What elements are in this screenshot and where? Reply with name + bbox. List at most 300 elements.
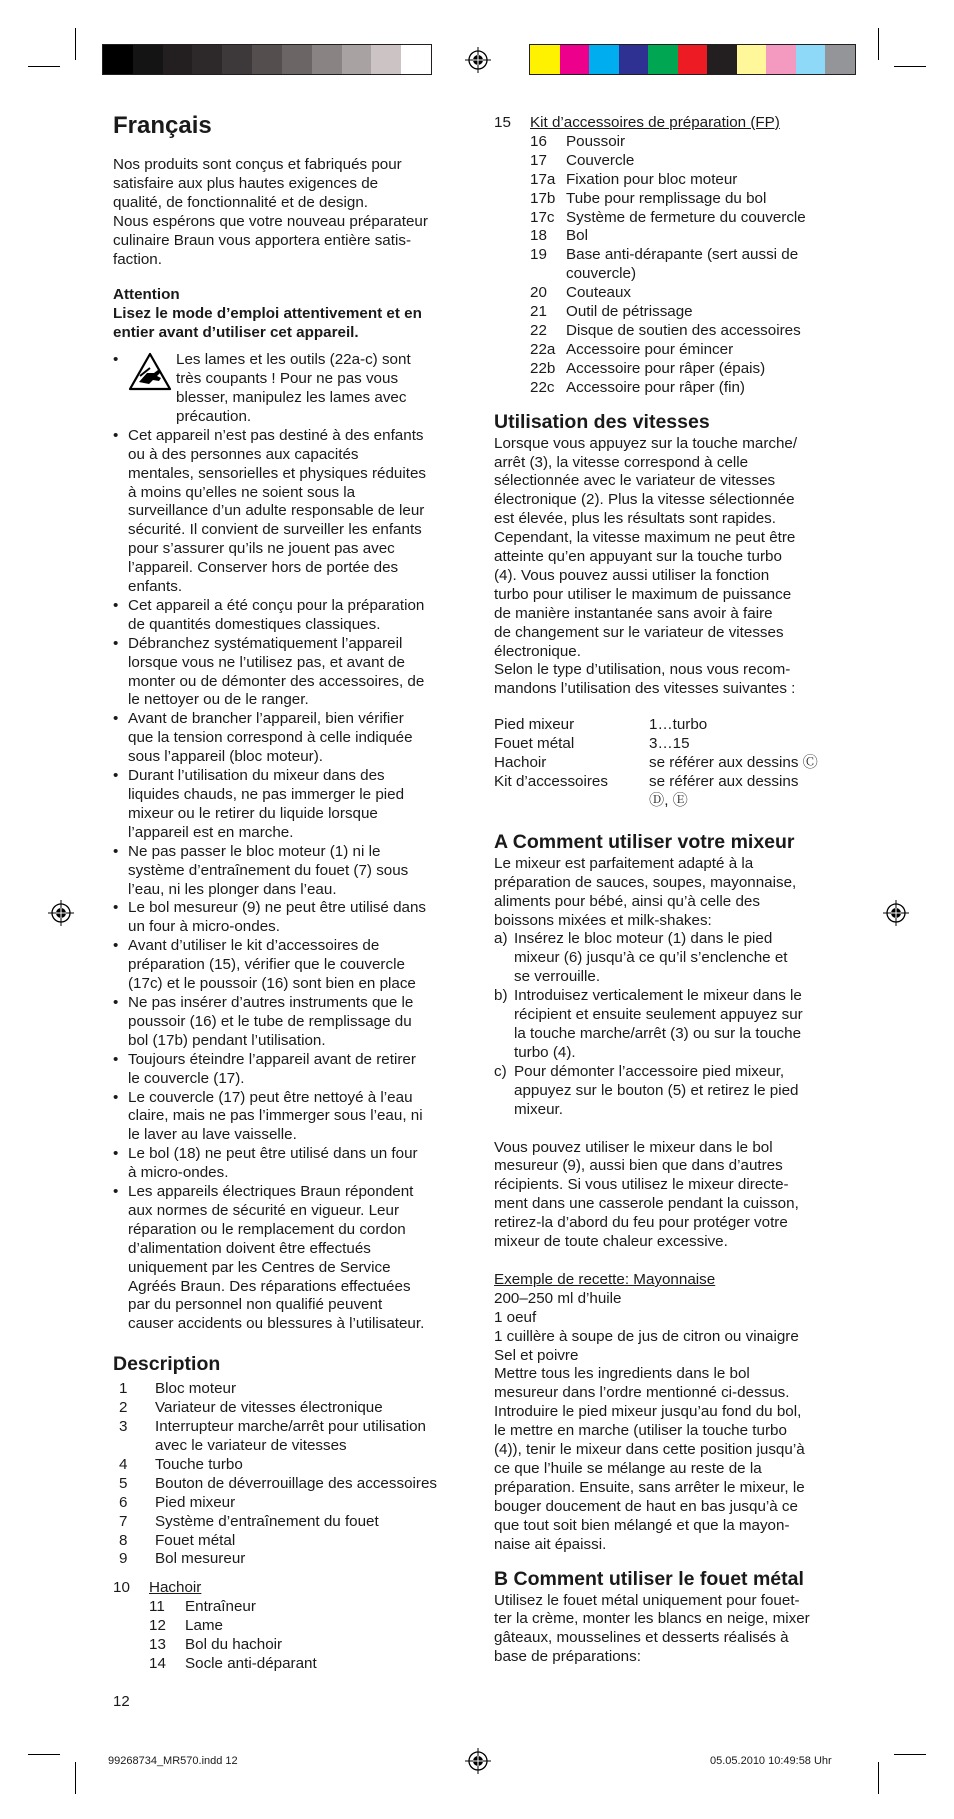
kit-item <box>494 227 854 246</box>
text-line: • Avant de brancher l’appareil, bien vérifier <box>128 710 404 728</box>
mixer-step <box>494 1063 854 1120</box>
text-line: Cependant, la vitesse maximum ne peut être <box>494 529 796 547</box>
text-line: Interrupteur marche/arrêt pour utilisation <box>155 1418 426 1436</box>
color-swatch <box>252 45 282 74</box>
crop-mark <box>894 1754 926 1755</box>
hachoir-item <box>113 1655 473 1674</box>
text-line: système d’entraînement du fouet (7) sous <box>128 861 409 879</box>
item-label <box>566 246 798 284</box>
text-line: bol (17b) pendant l’utilisation. <box>128 1031 326 1049</box>
speed-row <box>494 773 854 811</box>
registration-mark-icon <box>48 900 74 926</box>
item-label <box>566 227 588 246</box>
item-label <box>566 303 693 322</box>
item-number: 5 <box>119 1474 128 1492</box>
description-item <box>119 1513 473 1532</box>
color-swatch <box>796 45 826 74</box>
description-item <box>119 1475 473 1494</box>
speed-row <box>494 716 854 735</box>
text-line: d’alimentation doivent être effectués <box>128 1239 371 1257</box>
item-label <box>566 341 733 360</box>
text-line: électronique (2). Plus la vitesse sélectionnée <box>494 491 795 509</box>
text-line: se référer aux dessins <box>649 773 799 790</box>
grayscale-calibration-bar <box>102 44 432 75</box>
mixer-step <box>494 930 854 987</box>
item-number: 17 <box>530 151 547 169</box>
warning-item <box>113 597 473 635</box>
text-line: sous l’appareil (bloc moteur). <box>128 748 323 766</box>
item-number: 21 <box>530 303 547 321</box>
speed-value <box>649 716 707 735</box>
text-line: de changement sur le variateur de vitesses <box>494 623 784 641</box>
kit-item <box>494 322 854 341</box>
hachoir-item <box>113 1636 473 1655</box>
attention-heading: Attention <box>113 286 180 304</box>
text-line: ter la crème, monter les blancs en neige, mixer <box>494 1610 810 1628</box>
text-line: Disque de soutien des accessoires <box>566 321 801 339</box>
color-swatch <box>222 45 252 74</box>
text-line: 1 cuillère à soupe de jus de citron ou vinaigre <box>494 1327 799 1345</box>
description-item <box>119 1494 473 1513</box>
speed-accessory: Hachoir <box>494 754 547 772</box>
kit-item <box>494 190 854 209</box>
page-title: Français <box>113 112 212 139</box>
item-number: 10 <box>113 1579 130 1597</box>
text-line: • Ne pas insérer d’autres instruments que le <box>128 993 414 1011</box>
item-number: 6 <box>119 1493 128 1511</box>
text-line: retirez-la d’abord du feu pour protéger votre <box>494 1214 788 1232</box>
warning-item <box>113 1051 473 1089</box>
item-label <box>155 1380 236 1399</box>
text-line: Fixation pour bloc moteur <box>566 170 738 188</box>
color-swatch <box>312 45 342 74</box>
text-line: se référer aux dessins Ⓒ <box>649 754 818 772</box>
text-line: Lame <box>185 1617 223 1635</box>
warning-item <box>113 994 473 1051</box>
text-line: Vous pouvez utiliser le mixeur dans le bol <box>494 1138 773 1156</box>
text-line: sécurité. Il convient de surveiller les enfants <box>128 521 422 539</box>
text-line: Fouet métal <box>155 1531 236 1549</box>
text-line: Système de fermeture du couvercle <box>566 208 806 226</box>
text-line: à moins qu’elles ne soient sous la <box>128 483 356 501</box>
color-swatch <box>766 45 796 74</box>
description-item <box>119 1456 473 1475</box>
text-line: Bloc moteur <box>155 1380 237 1398</box>
text-line: préparation (15), vérifier que le couvercle <box>128 956 405 974</box>
kit-item <box>494 171 854 190</box>
item-number: 3 <box>119 1418 128 1436</box>
kit-item <box>494 360 854 379</box>
item-number: 22b <box>530 359 556 377</box>
text-line: très coupants ! Pour ne pas vous <box>176 370 399 388</box>
text-line: se verrouille. <box>514 968 601 986</box>
item-number: c) <box>494 1062 507 1080</box>
text-line: Le mixeur est parfaitement adapté à la <box>494 854 754 872</box>
crop-mark <box>28 1754 60 1755</box>
text-line: Ⓓ, Ⓔ <box>649 791 688 809</box>
text-line: Tube pour remplissage du bol <box>566 189 767 207</box>
text-line: boissons mixées et milk-shakes: <box>494 911 712 929</box>
text-line: Nos produits sont conçus et fabriqués pour <box>113 156 402 173</box>
text-line: Bol mesureur <box>155 1550 246 1568</box>
text-line: avec le variateur de vitesses <box>155 1437 347 1454</box>
color-swatch <box>825 45 855 74</box>
description-item <box>119 1532 473 1551</box>
item-number: 8 <box>119 1531 128 1549</box>
item-number: 7 <box>119 1512 128 1530</box>
text-line: appuyez sur le bouton (5) et retirez le pied <box>514 1081 799 1099</box>
warning-item <box>113 937 473 994</box>
item-label <box>155 1456 243 1475</box>
crop-mark <box>878 1762 879 1794</box>
text-line: Système d’entraînement du fouet <box>155 1512 379 1530</box>
item-number: 1 <box>119 1380 128 1398</box>
item-number: 17c <box>530 208 555 226</box>
item-label <box>566 379 745 398</box>
hachoir-group <box>113 1579 473 1598</box>
text-line: causer accidents ou blessures à l’utilisateur. <box>128 1315 425 1333</box>
text-line: le nettoyer ou de le ranger. <box>128 691 309 709</box>
text-line: • Cet appareil a été conçu pour la préparation <box>128 596 425 614</box>
item-number: 22c <box>530 378 555 396</box>
color-swatch <box>648 45 678 74</box>
item-label <box>566 190 766 209</box>
text-line: 1 oeuf <box>494 1308 537 1326</box>
text-line: Sel et poivre <box>494 1346 579 1364</box>
description-list <box>113 1380 473 1569</box>
text-line: mixeur de toute chaleur excessive. <box>494 1233 728 1251</box>
description-item <box>119 1380 473 1399</box>
description-item <box>119 1418 473 1456</box>
text-line: Accessoire pour râper (épais) <box>566 359 766 377</box>
text-line: que tout soit bien mélangé et que la mayon- <box>494 1516 790 1534</box>
text-line: Bol <box>566 227 588 245</box>
text-line: Couvercle <box>566 151 635 169</box>
text-line: bouger doucement de haut en bas jusqu’à ce <box>494 1497 798 1515</box>
mixer-intro <box>494 855 854 931</box>
text-line: culinaire Braun vous apportera entière satis- <box>113 231 412 249</box>
color-swatch <box>371 45 401 74</box>
item-label <box>155 1475 437 1494</box>
footer-filename: 99268734_MR570.indd 12 <box>108 1755 238 1767</box>
item-label <box>185 1636 282 1655</box>
item-label <box>155 1532 235 1551</box>
item-number: 20 <box>530 284 547 302</box>
text-line: l’appareil. Conserver hors de portée des <box>128 559 399 577</box>
whisk-paragraph <box>494 1592 854 1668</box>
color-swatch <box>678 45 708 74</box>
text-line: mixeur ou le retirer du liquide lorsque <box>128 804 378 822</box>
text-line: 200–250 ml d’huile <box>494 1289 622 1307</box>
text-line: que la tension correspond à celle indiquée <box>128 729 413 747</box>
text-line: satisfaire aux plus hautes exigences de <box>113 174 379 192</box>
text-line: • Les lames et les outils (22a-c) sont <box>176 351 411 369</box>
item-label <box>514 1063 799 1120</box>
item-label <box>155 1550 245 1569</box>
registration-mark-icon <box>465 47 491 73</box>
text-line: (4). Vous pouvez aussi utiliser la fonction <box>494 566 770 584</box>
item-label <box>566 209 806 228</box>
attention-text <box>113 305 473 343</box>
text-line: aliments pour bébé, ainsi qu’à celle des <box>494 892 760 910</box>
text-line: mesureur dans l’ordre mentionné ci-dessus. <box>494 1384 790 1402</box>
page-number: 12 <box>113 1693 130 1710</box>
item-number: 18 <box>530 227 547 245</box>
hachoir-item <box>113 1598 473 1617</box>
item-number: 17a <box>530 170 556 188</box>
kit-item <box>494 152 854 171</box>
text-line: Selon le type d’utilisation, nous vous recom- <box>494 661 791 679</box>
text-line: Lorsque vous appuyez sur la touche marche/ <box>494 434 798 452</box>
item-number: 2 <box>119 1399 128 1417</box>
text-line: sélectionnée avec le variateur de vitesses <box>494 472 776 490</box>
text-line: Pied mixeur <box>155 1493 236 1511</box>
description-item <box>119 1399 473 1418</box>
item-label <box>514 987 803 1063</box>
text-line: • Débranchez systématiquement l’appareil <box>128 634 403 652</box>
text-line: 3…15 <box>649 735 690 753</box>
text-line: • Les appareils électriques Braun répondent <box>128 1183 414 1201</box>
text-line: Nous espérons que votre nouveau préparateur <box>113 212 428 230</box>
right-column <box>494 114 854 1667</box>
item-label <box>155 1494 235 1513</box>
text-line: de quantités domestiques classiques. <box>128 615 381 633</box>
text-line: base de préparations: <box>494 1648 641 1666</box>
intro-paragraph <box>113 156 473 269</box>
whisk-heading: B Comment utiliser le fouet métal <box>494 1567 804 1590</box>
text-line: Bouton de déverrouillage des accessoires <box>155 1474 437 1492</box>
text-line: Socle anti-déparant <box>185 1654 317 1672</box>
item-number: 15 <box>494 114 511 131</box>
text-line: uniquement par les Centres de Service <box>128 1258 391 1276</box>
text-line: couvercle) <box>566 265 637 283</box>
color-swatch <box>737 45 767 74</box>
kit-item <box>494 379 854 398</box>
crop-mark <box>75 1762 76 1794</box>
text-line: (17c) et le poussoir (16) sont bien en place <box>128 975 416 993</box>
text-line: Bol du hachoir <box>185 1636 283 1654</box>
text-line: Accessoire pour râper (fin) <box>566 378 745 396</box>
text-line: récipients. Si vous utilisez le mixeur directe- <box>494 1176 789 1194</box>
crop-mark <box>75 28 76 60</box>
color-swatch <box>103 45 133 74</box>
item-number: 4 <box>119 1455 128 1473</box>
mixer-heading: A Comment utiliser votre mixeur <box>494 830 795 853</box>
recipe-heading: Exemple de recette: Mayonnaise <box>494 1270 716 1288</box>
text-line: préparation de sauces, soupes, mayonnaise, <box>494 873 797 891</box>
color-swatch <box>282 45 312 74</box>
text-line: monter ou de démonter des accessoires, de <box>128 672 425 690</box>
kit-item <box>494 209 854 228</box>
text-line: aux normes de sécurité en vigueur. Leur <box>128 1201 400 1219</box>
kit-list <box>494 133 854 398</box>
text-line: • Toujours éteindre l’appareil avant de retirer <box>128 1050 416 1068</box>
text-line: qualité, de fonctionnalité et de design. <box>113 193 368 211</box>
text-line: poussoir (16) et le tube de remplissage du <box>128 1012 412 1030</box>
text-line: Pour démonter l’accessoire pied mixeur, <box>514 1062 785 1080</box>
speed-value <box>649 773 798 811</box>
item-label <box>566 133 625 152</box>
text-line: l’eau, ni les plonger dans l’eau. <box>128 880 337 898</box>
item-label <box>514 930 788 987</box>
hachoir-list <box>113 1598 473 1674</box>
color-swatch <box>133 45 163 74</box>
hachoir-item <box>113 1617 473 1636</box>
item-number: b) <box>494 987 508 1005</box>
item-label <box>155 1399 383 1418</box>
registration-mark-icon <box>883 900 909 926</box>
mixer-step <box>494 987 854 1063</box>
kit-group <box>494 114 854 133</box>
item-label <box>566 284 631 303</box>
kit-item <box>494 284 854 303</box>
item-number: 12 <box>149 1617 166 1635</box>
kit-item <box>494 303 854 322</box>
safety-list <box>113 351 473 427</box>
item-number: 22 <box>530 321 547 339</box>
text-line: le laver au lave vaisselle. <box>128 1126 297 1144</box>
description-heading: Description <box>113 1353 221 1376</box>
warning-item <box>113 899 473 937</box>
text-line: • Le bol mesureur (9) ne peut être utilisé dans <box>128 899 427 917</box>
description-item <box>119 1550 473 1569</box>
speed-table <box>494 716 854 811</box>
text-line: par du personnel non qualifié peuvent <box>128 1296 383 1314</box>
item-number: a) <box>494 930 508 948</box>
speed-accessory: Kit d’accessoires <box>494 773 608 790</box>
item-number: 13 <box>149 1636 166 1654</box>
text-line: ou à des personnes aux capacités <box>128 445 359 463</box>
text-line: Touche turbo <box>155 1455 243 1473</box>
color-swatch <box>401 45 431 74</box>
text-line: de manière instantanée sans avoir à faire <box>494 604 773 622</box>
text-line: Accessoire pour émincer <box>566 340 734 358</box>
item-label <box>566 360 765 379</box>
text-line: mixeur. <box>514 1100 563 1118</box>
text-line: le mettre en marche (utiliser la touche turbo <box>494 1422 787 1440</box>
text-line: enfants. <box>128 578 183 596</box>
text-line: pour s’assurer qu’ils ne jouent pas avec <box>128 540 395 558</box>
text-line: mandons l’utilisation des vitesses suivantes : <box>494 680 796 698</box>
recipe-text <box>494 1290 854 1555</box>
item-number: 14 <box>149 1654 166 1672</box>
item-label <box>185 1598 256 1617</box>
color-swatch <box>342 45 372 74</box>
text-line: entier avant d’utiliser cet appareil. <box>113 324 359 342</box>
text-line: Outil de pétrissage <box>566 303 693 321</box>
text-line: turbo (4). <box>514 1043 576 1061</box>
text-line: récipient et ensuite seulement appuyez sur <box>514 1006 803 1024</box>
text-line: Lisez le mode d’emploi attentivement et en <box>113 305 422 323</box>
warning-item <box>113 1145 473 1183</box>
text-line: préparation. Ensuite, sans arrêter le mixeur, le <box>494 1478 805 1496</box>
text-line: liquides chauds, ne pas immerger le pied <box>128 786 405 803</box>
item-number: 22a <box>530 340 556 358</box>
speed-heading: Utilisation des vitesses <box>494 410 710 433</box>
warning-item <box>113 1089 473 1146</box>
text-line: Utilisez le fouet métal uniquement pour fouet- <box>494 1591 800 1609</box>
color-swatch <box>589 45 619 74</box>
text-line: • Avant d’utiliser le kit d’accessoires de <box>128 937 380 955</box>
color-calibration-bar <box>529 44 856 75</box>
item-number: 17b <box>530 189 556 207</box>
mixer-steps <box>494 930 854 1119</box>
text-line: Couteaux <box>566 284 632 302</box>
text-line: • Le bol (18) ne peut être utilisé dans un four <box>128 1145 418 1163</box>
text-line: le couvercle (17). <box>128 1069 245 1087</box>
item-number: 11 <box>149 1598 165 1616</box>
left-column <box>113 112 473 1674</box>
registration-mark-icon <box>465 1748 491 1774</box>
crop-mark <box>894 66 926 67</box>
text-line: faction. <box>113 250 162 268</box>
warning-item <box>113 710 473 767</box>
speed-accessory: Pied mixeur <box>494 716 575 734</box>
text-line: ment dans une casserole pendant la cuisson, <box>494 1195 799 1213</box>
warning-item <box>113 635 473 711</box>
mixer-paragraph <box>494 1139 854 1252</box>
text-line: Entraîneur <box>185 1598 256 1616</box>
text-line: • Durant l’utilisation du mixeur dans des <box>128 767 385 785</box>
text-line: l’appareil est en marche. <box>128 823 294 841</box>
blade-warning-text <box>176 351 411 427</box>
safety-warnings <box>113 427 473 1335</box>
item-label <box>185 1617 223 1636</box>
item-label <box>566 322 801 341</box>
kit-item <box>494 246 854 284</box>
speed-row <box>494 735 854 754</box>
text-line: mesureur (9), aussi bien que dans d’autres <box>494 1157 783 1175</box>
text-line: ce que l’huile se mélange au reste de la <box>494 1460 762 1477</box>
warning-item <box>113 427 473 597</box>
item-number: 9 <box>119 1550 128 1568</box>
kit-item <box>494 341 854 360</box>
text-line: • Le couvercle (17) peut être nettoyé à l’eau <box>128 1088 413 1106</box>
text-line: Variateur de vitesses électronique <box>155 1399 383 1417</box>
color-swatch <box>707 45 737 74</box>
text-line: lorsque vous ne l’utilisez pas, et avant de <box>128 653 405 671</box>
text-line: Base anti-dérapante (sert aussi de <box>566 246 799 264</box>
item-number: 16 <box>530 132 547 150</box>
text-line: (4)), tenir le mixeur dans cette position jusqu’à <box>494 1441 805 1459</box>
cut-hazard-warning-icon <box>128 351 172 393</box>
color-swatch <box>560 45 590 74</box>
footer-timestamp: 05.05.2010 10:49:58 Uhr <box>710 1755 832 1767</box>
text-line: électronique. <box>494 642 581 660</box>
text-line: turbo pour utiliser le maximum de puissance <box>494 585 792 603</box>
text-line: la touche marche/arrêt (3) ou sur la touche <box>514 1024 802 1042</box>
text-line: • Ne pas passer le bloc moteur (1) ni le <box>128 842 381 860</box>
speed-value <box>649 735 690 754</box>
text-line: Introduire le pied mixeur jusqu’au fond du bol, <box>494 1403 802 1421</box>
text-line: gâteaux, mousselines et desserts réalisés à <box>494 1629 789 1647</box>
color-swatch <box>163 45 193 74</box>
speed-row <box>494 754 854 773</box>
item-label <box>155 1513 379 1532</box>
item-number: 19 <box>530 246 547 264</box>
text-line: Poussoir <box>566 132 626 150</box>
color-swatch <box>619 45 649 74</box>
text-line: Agréés Braun. Des réparations effectuées <box>128 1277 411 1295</box>
text-line: précaution. <box>176 407 252 425</box>
item-label <box>566 171 737 190</box>
text-line: • Cet appareil n’est pas destiné à des enfants <box>128 426 424 444</box>
warning-item <box>113 843 473 900</box>
warning-item <box>113 767 473 843</box>
text-line: mentales, sensorielles et physiques réduites <box>128 464 427 482</box>
blade-warning-item <box>113 351 473 427</box>
text-line: surveillance d’un adulte responsable de leur <box>128 502 425 520</box>
